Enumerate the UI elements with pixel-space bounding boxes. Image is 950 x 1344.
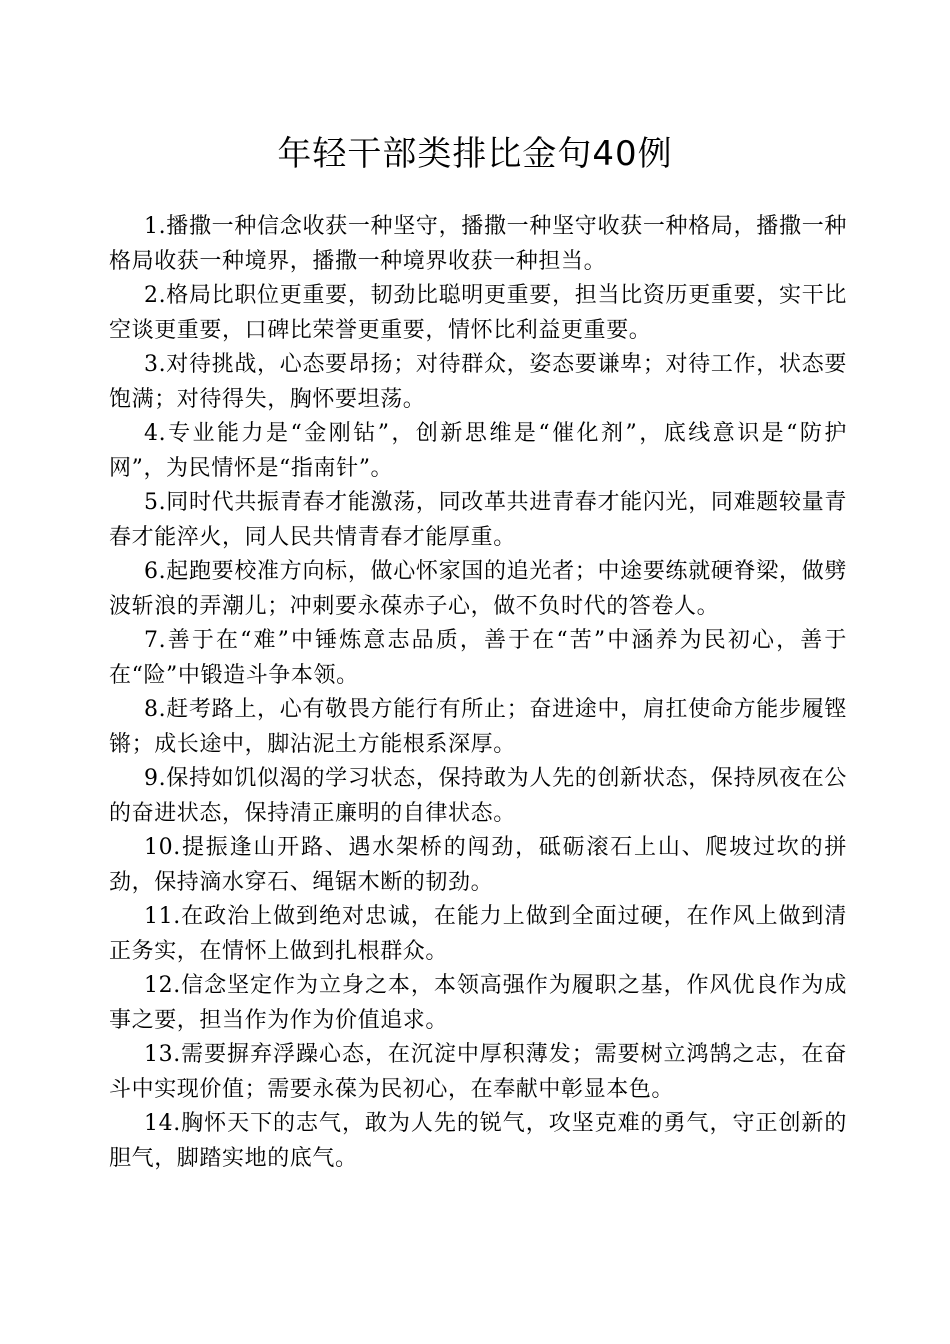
paragraph-3: 3.对待挑战，心态要昂扬；对待群众，姿态要谦卑；对待工作，状态要饱满；对待得失，胸怀要坦荡。: [109, 352, 847, 412]
paragraph-1: 1.播撒一种信念收获一种坚守，播撒一种坚守收获一种格局，播撒一种格局收获一种境界，播撒一种境界收获一种担当。: [109, 214, 847, 274]
paragraph-5: 5.同时代共振青春才能激荡，同改革共进青春才能闪光，同难题较量青春才能淬火，同人民共情青春才能厚重。: [109, 490, 847, 550]
paragraph-4: 4.专业能力是“金刚钻”，创新思维是“催化剂”，底线意识是“防护网”，为民情怀是“指南针”。: [109, 421, 847, 481]
paragraph-7: 7.善于在“难”中锤炼意志品质，善于在“苦”中涵养为民初心，善于在“险”中锻造斗争本领。: [109, 628, 847, 688]
paragraph-9: 9.保持如饥似渴的学习状态，保持敢为人先的创新状态，保持夙夜在公的奋进状态，保持清正廉明的自律状态。: [109, 766, 847, 826]
paragraph-13: 13.需要摒弃浮躁心态，在沉淀中厚积薄发；需要树立鸿鹄之志，在奋斗中实现价值；需要永葆为民初心，在奉献中彰显本色。: [109, 1042, 847, 1102]
paragraph-12: 12.信念坚定作为立身之本，本领高强作为履职之基，作风优良作为成事之要，担当作为作为价值追求。: [109, 973, 847, 1033]
paragraph-11: 11.在政治上做到绝对忠诚，在能力上做到全面过硬，在作风上做到清正务实，在情怀上做到扎根群众。: [109, 904, 847, 964]
paragraph-14: 14.胸怀天下的志气，敢为人先的锐气，攻坚克难的勇气，守正创新的胆气，脚踏实地的底气。: [109, 1111, 847, 1171]
paragraph-2: 2.格局比职位更重要，韧劲比聪明更重要，担当比资历更重要，实干比空谈更重要，口碑比荣誉更重要，情怀比利益更重要。: [109, 283, 847, 343]
document-body: [109, 210, 847, 1176]
paragraph-6: 6.起跑要校准方向标，做心怀家国的追光者；中途要练就硬脊梁，做劈波斩浪的弄潮儿；冲刺要永葆赤子心，做不负时代的答卷人。: [109, 559, 847, 619]
document-title: 年轻干部类排比金句40例: [277, 134, 673, 174]
paragraph-8: 8.赶考路上，心有敬畏方能行有所止；奋进途中，肩扛使命方能步履铿锵；成长途中，脚沾泥土方能根系深厚。: [109, 697, 847, 757]
paragraph-10: 10.提振逢山开路、遇水架桥的闯劲，砥砺滚石上山、爬坡过坎的拼劲，保持滴水穿石、绳锯木断的韧劲。: [109, 835, 847, 895]
